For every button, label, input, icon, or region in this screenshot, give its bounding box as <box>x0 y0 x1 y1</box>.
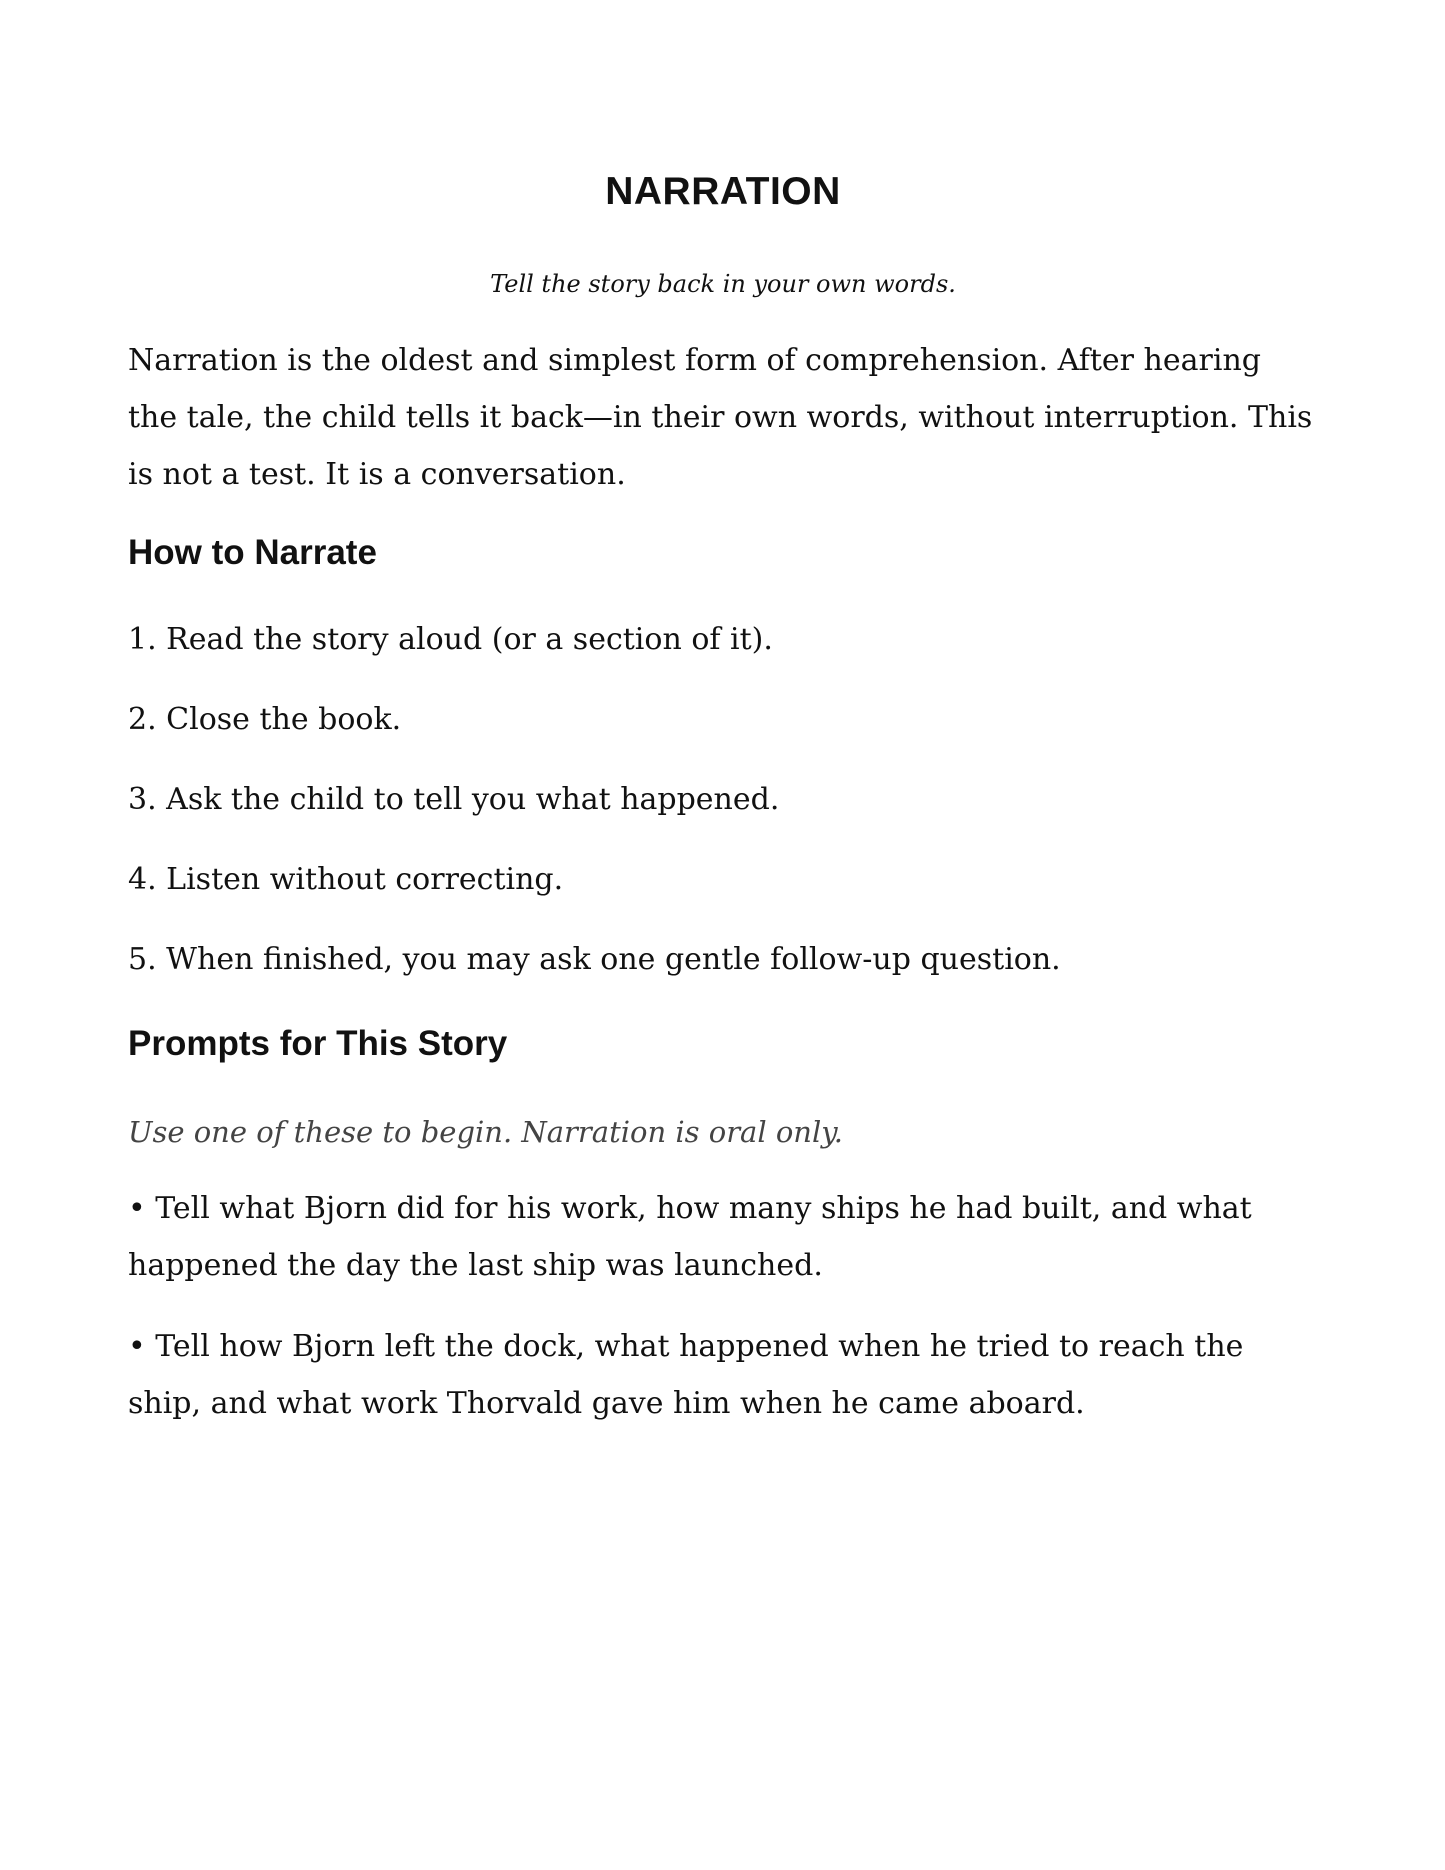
step-item: 5. When finished, you may ask one gentle follow-up question. <box>128 942 1061 977</box>
step-item: 1. Read the story aloud (or a section of it). <box>128 622 773 657</box>
step-item: 4. Listen without correcting. <box>128 862 564 897</box>
step-item: 2. Close the book. <box>128 702 402 737</box>
page-title: NARRATION <box>605 170 841 213</box>
how-to-narrate-heading: How to Narrate <box>128 533 377 572</box>
prompts-heading: Prompts for This Story <box>128 1024 508 1063</box>
page-subtitle: Tell the story back in your own words. <box>490 270 956 298</box>
step-item: 3. Ask the child to tell you what happened. <box>128 782 780 817</box>
prompt-item: • Tell what Bjorn did for his work, how many ships he had built, and what happened the day the last ship was launched. <box>128 1191 1252 1283</box>
prompt-item: • Tell how Bjorn left the dock, what happened when he tried to reach the ship, and what work Thorvald gave him when he came aboard. <box>128 1329 1244 1421</box>
prompts-note: Use one of these to begin. Narration is oral only. <box>128 1115 844 1149</box>
intro-paragraph: Narration is the oldest and simplest form of comprehension. After hearing the tale, the child tells it back—in their own words, without interruption. This is not a test. It is a conversation. <box>128 343 1313 492</box>
